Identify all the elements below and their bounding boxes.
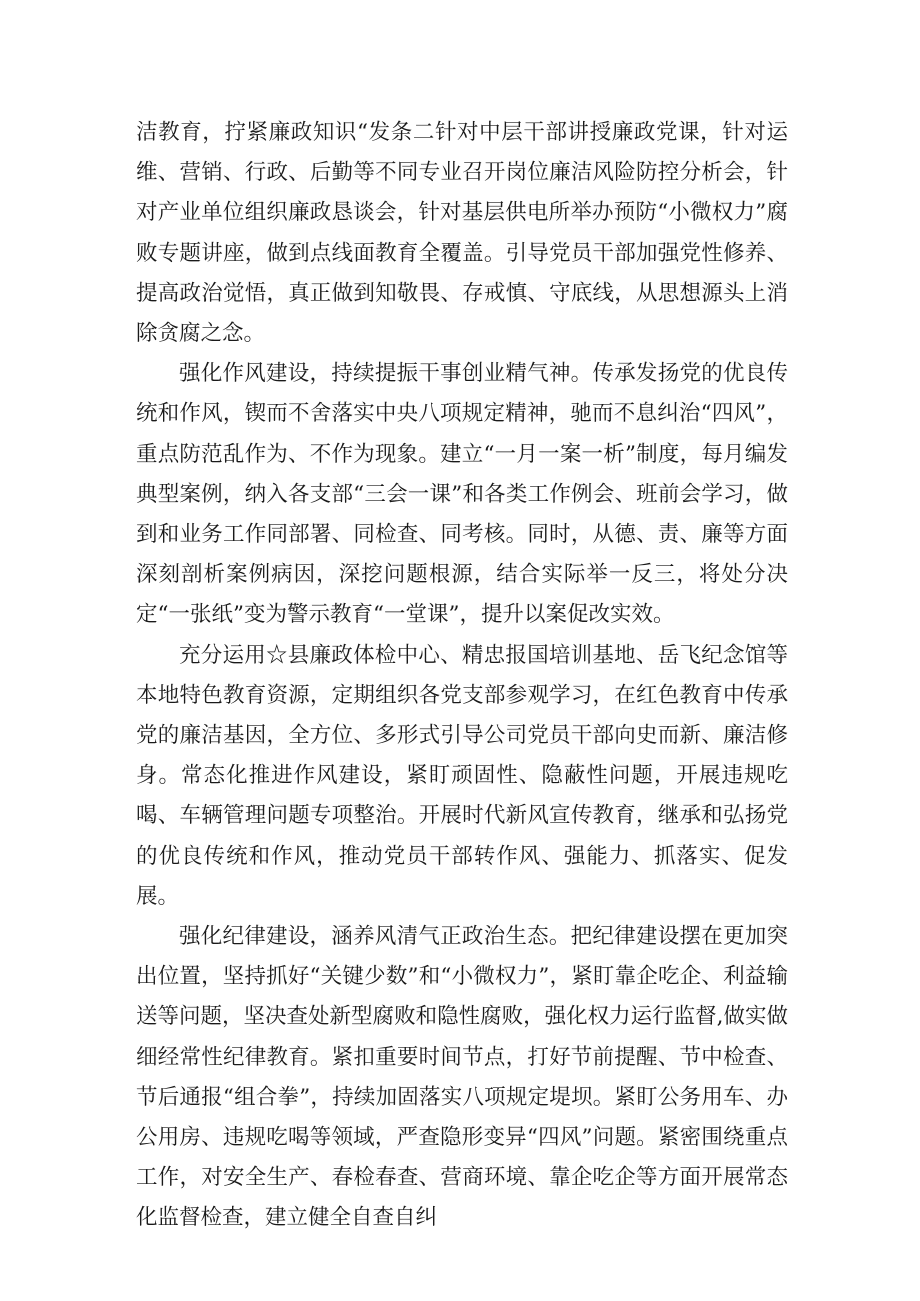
paragraph-3: 充分运用☆县廉政体检中心、精忠报国培训基地、岳飞纪念馆等本地特色教育资源，定期组织各党支部参观学习，在红色教育中传承党的廉洁基因，全方位、多形式引导公司党员干部向史而新、廉洁修身。常态化推进作风建设，紧盯顽固性、隐蔽性问题，开展违规吃喝、车辆管理问题专项整治。开展时代新风宣传教育，继承和弘扬党的优良传统和作风，推动党员干部转作风、强能力、抓落实、促发展。	[136, 642, 788, 909]
paragraph-2: 强化作风建设，持续提振干事创业精气神。传承发扬党的优良传统和作风，锲而不舍落实中央八项规定精神，驰而不息纠治“四风”，重点防范乱作为、不作为现象。建立“一月一案一析”制度，每月编发典型案例，纳入各支部“三会一课”和各类工作例会、班前会学习，做到和业务工作同部署、同检查、同考核。同时，从德、责、廉等方面深刻剖析案例病因，深挖问题根源，结合实际举一反三，将处分决定“一张纸”变为警示教育“一堂课”，提升以案促改实效。	[136, 361, 788, 628]
paragraph-4: 强化纪律建设，涵养风清气正政治生态。把纪律建设摆在更加突出位置，坚持抓好“关键少数”和“小微权力”，紧盯靠企吃企、利益输送等问题，坚决查处新型腐败和隐性腐败，强化权力运行监督,做实做细经常性纪律教育。紧扣重要时间节点，打好节前提醒、节中检查、节后通报“组合拳”，持续加固落实八项规定堤坝。紧盯公务用车、办公用房、违规吃喝等领域，严查隐形变异“四风”问题。紧密围绕重点工作，对安全生产、春检春查、营商环境、靠企吃企等方面开展常态化监督检查，建立健全自查自纠	[136, 924, 788, 1231]
document-body	[136, 113, 788, 1239]
paragraph-1: 洁教育，拧紧廉政知识“发条二针对中层干部讲授廉政党课，针对运维、营销、行政、后勤等不同专业召开岗位廉洁风险防控分析会，针对产业单位组织廉政恳谈会，针对基层供电所举办预防“小微权力”腐败专题讲座，做到点线面教育全覆盖。引导党员干部加强党性修养、提高政治觉悟，真正做到知敬畏、存戒慎、守底线，从思想源头上消除贪腐之念。	[136, 120, 788, 347]
